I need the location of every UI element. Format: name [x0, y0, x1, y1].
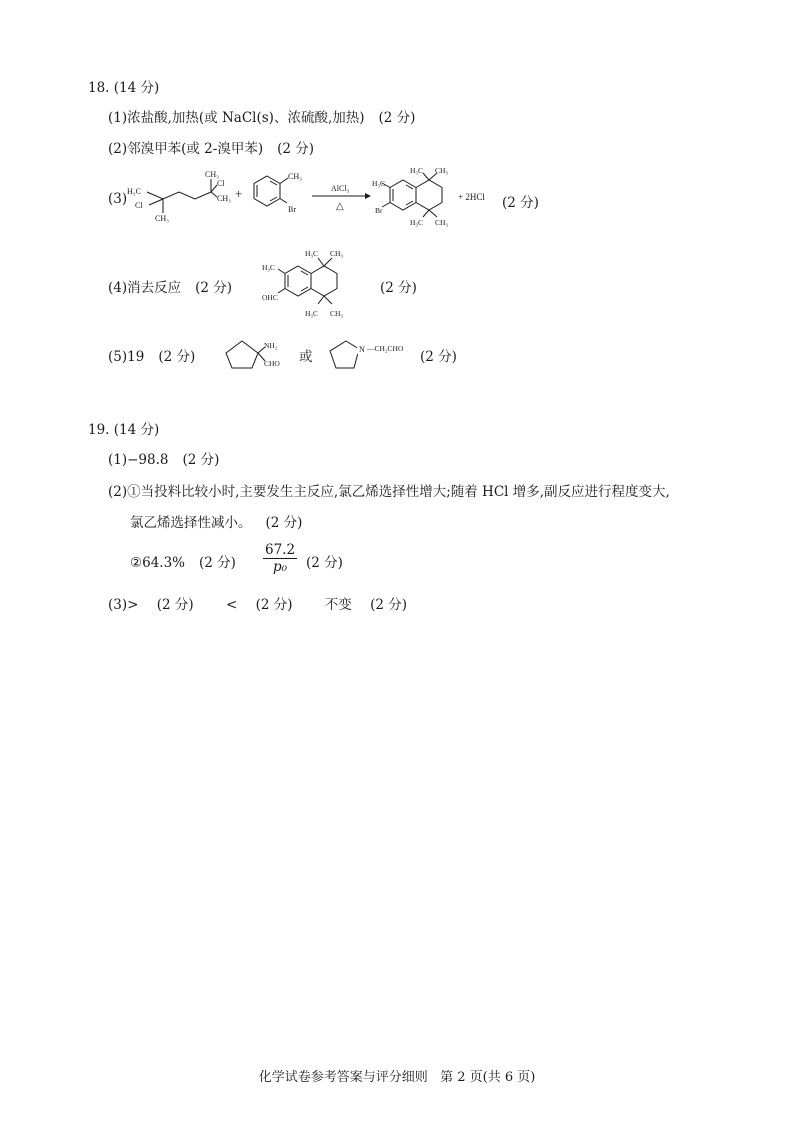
q19-part3-a: (3)>: [108, 597, 139, 613]
q19-part3-score-c: (2 分): [370, 597, 407, 613]
atom-label: Cl: [217, 179, 225, 188]
q18-part1-text: (1)浓盐酸,加热(或 NaCl(s)、浓硫酸,加热): [108, 110, 365, 126]
byproduct-label: + 2HCl: [458, 192, 485, 202]
atom-label: H₃C: [305, 309, 319, 318]
fraction-numerator: 67.2: [265, 542, 296, 558]
atom-label: H₃C: [410, 218, 424, 227]
q19-part2b-value: ②64.3%: [130, 555, 185, 571]
aldehyde-tetralin-structure: [262, 244, 372, 322]
catalyst-label: AlCl₃: [331, 184, 350, 193]
atom-label: —CH₂CHO: [367, 344, 404, 353]
q18-part3-label: (3): [108, 191, 128, 207]
q18-header: 18. (14 分): [88, 80, 160, 96]
atom-label: Cl: [135, 201, 143, 210]
heat-symbol: △: [336, 201, 344, 212]
q18-part5-score1: (2 分): [158, 349, 196, 365]
q18-part4-score1: (2 分): [195, 280, 233, 296]
q18-part5-score2: (2 分): [420, 349, 457, 365]
q19-part1: [108, 448, 219, 468]
atom-label: CH₃: [288, 172, 302, 181]
atom-label: H₃C: [410, 166, 424, 175]
fraction-denominator: p₀: [273, 559, 288, 575]
atom-label: N: [359, 345, 365, 354]
q19-part2b-score2: (2 分): [306, 555, 343, 571]
q18-part2-score: (2 分): [277, 141, 315, 157]
atom-label: CH₃: [217, 194, 231, 203]
atom-label: CH₃: [330, 249, 344, 258]
atom-label: H₃C: [262, 263, 276, 272]
atom-label: H₃C: [305, 249, 319, 258]
bromotoluene-structure: [254, 172, 302, 214]
atom-label: CH₃: [435, 218, 449, 227]
dichlorohexane-structure: [127, 170, 231, 223]
atom-label: CH₃: [155, 214, 169, 223]
q18-part4: [108, 276, 232, 296]
atom-label: CH₃: [330, 309, 344, 318]
q18-part4-text: (4)消去反应: [108, 280, 182, 296]
q18-part5: [108, 345, 195, 365]
atom-label: CH₃: [205, 170, 219, 179]
atom-label: Br: [375, 206, 383, 215]
q19-part2a-line2: [130, 511, 302, 531]
reaction-scheme-3: [125, 165, 545, 235]
or-text: 或: [299, 349, 313, 365]
aminocyclopentanecarbaldehyde-structure: [222, 336, 294, 372]
kp-fraction: [263, 542, 297, 575]
q19-part2a-text: 氯乙烯选择性减小。: [130, 515, 252, 531]
q19-part1-text: (1)−98.8: [108, 452, 169, 468]
q18-part2-text: (2)邻溴甲苯(或 2-溴甲苯): [108, 141, 264, 157]
q19-part1-score: (2 分): [182, 452, 220, 468]
q19-part2a-score: (2 分): [265, 515, 303, 531]
atom-label: Br: [288, 205, 296, 214]
atom-label: CHO: [264, 359, 280, 368]
atom-label: NH₂: [264, 341, 278, 350]
q19-header: 19. (14 分): [88, 422, 160, 438]
plus-sign: +: [235, 186, 243, 201]
q19-part3-score-a: (2 分): [156, 597, 194, 613]
q18-part5-text: (5)19: [108, 349, 145, 365]
q18-part3-score: (2 分): [502, 195, 539, 211]
q18-part2: [108, 137, 314, 157]
atom-label: CH₃: [435, 166, 449, 175]
atom-label: OHC: [262, 293, 278, 302]
atom-label: H₃C: [372, 179, 386, 188]
q18-part4-score2: (2 分): [380, 280, 417, 296]
q19-part3-c: 不变: [324, 597, 352, 613]
bromo-tetramethyltetralin-structure: [372, 166, 448, 227]
page-footer: 化学试卷参考答案与评分细则 第 2 页(共 6 页): [258, 1070, 536, 1085]
q19-part2b: [130, 551, 236, 571]
q19-part2b-score1: (2 分): [199, 555, 236, 571]
q19-part3-b: <: [225, 597, 238, 613]
q18-part1-score: (2 分): [378, 110, 416, 126]
q18-part1: [108, 106, 415, 126]
q19-part2a-line1: (2)①当投料比较小时,主要发生主反应,氯乙烯选择性增大;随着 HCl 增多,副反应进行程度变大,: [108, 484, 670, 500]
reaction-arrow: [312, 184, 371, 212]
q19-part3-score-b: (2 分): [255, 597, 293, 613]
pyrrolidinylacetaldehyde-structure: [326, 336, 416, 372]
atom-label: H₃C: [127, 187, 141, 196]
q19-part3: [108, 593, 407, 613]
